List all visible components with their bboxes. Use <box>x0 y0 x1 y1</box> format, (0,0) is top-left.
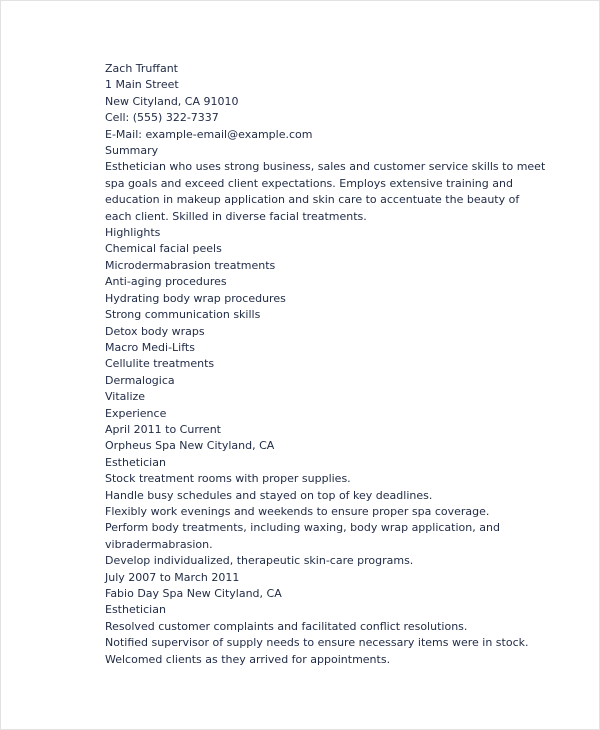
contact-cell: Cell: (555) 322-7337 <box>105 111 219 125</box>
job-duty: Resolved customer complaints and facilitated conflict resolutions. <box>105 619 468 633</box>
highlight-item: Microdermabrasion treatments <box>105 258 276 272</box>
experience-heading: Experience <box>105 406 167 420</box>
highlight-item: Dermalogica <box>105 373 175 387</box>
highlight-item: Hydrating body wrap procedures <box>105 291 286 305</box>
summary-text-line: each client. Skilled in diverse facial treatments. <box>105 209 367 223</box>
highlights-section <box>105 225 525 405</box>
summary-text-line: education in makeup application and skin care to accentuate the beauty of <box>105 193 520 207</box>
job-company: Orpheus Spa New Cityland, CA <box>105 439 275 453</box>
highlight-item: Cellulite treatments <box>105 357 215 371</box>
job-entry <box>105 570 529 668</box>
contact-email: E-Mail: example-email@example.com <box>105 127 313 141</box>
job-duty: Welcomed clients as they arrived for appointments. <box>105 652 391 666</box>
job-duty: Handle busy schedules and stayed on top of key deadlines. <box>105 488 433 502</box>
job-entry <box>105 422 525 570</box>
job-duty: Notified supervisor of supply needs to ensure necessary items were in stock. <box>105 636 529 650</box>
job-title: Esthetician <box>105 603 166 617</box>
job-dates: July 2007 to March 2011 <box>105 570 240 584</box>
highlights-heading: Highlights <box>105 226 161 240</box>
job-dates: April 2011 to Current <box>105 422 221 436</box>
highlight-item: Detox body wraps <box>105 324 205 338</box>
highlight-item: Chemical facial peels <box>105 242 222 256</box>
contact-city: New Cityland, CA 91010 <box>105 94 239 108</box>
job-duty: vibradermabrasion. <box>105 537 213 551</box>
summary-text-line: spa goals and exceed client expectations. Employs extensive training and <box>105 176 513 190</box>
experience-section <box>105 406 529 669</box>
contact-street: 1 Main Street <box>105 78 179 92</box>
job-title: Esthetician <box>105 455 166 469</box>
highlight-item: Vitalize <box>105 390 146 404</box>
contact-block <box>105 61 525 143</box>
job-duty: Develop individualized, therapeutic skin-care programs. <box>105 554 414 568</box>
job-company: Fabio Day Spa New Cityland, CA <box>105 587 282 600</box>
job-duty: Stock treatment rooms with proper supplies. <box>105 472 351 486</box>
highlight-item: Strong communication skills <box>105 308 261 322</box>
job-duty: Perform body treatments, including waxing, body wrap application, and <box>105 521 500 535</box>
summary-section <box>105 143 546 225</box>
highlight-item: Anti-aging procedures <box>105 275 227 289</box>
summary-heading: Summary <box>105 144 159 158</box>
resume-content <box>105 61 546 668</box>
highlight-item: Macro Medi-Lifts <box>105 340 195 354</box>
contact-name: Zach Truffant <box>105 62 178 75</box>
job-duty: Flexibly work evenings and weekends to ensure proper spa coverage. <box>105 504 490 518</box>
summary-text-line: Esthetician who uses strong business, sales and customer service skills to meet <box>105 160 546 174</box>
